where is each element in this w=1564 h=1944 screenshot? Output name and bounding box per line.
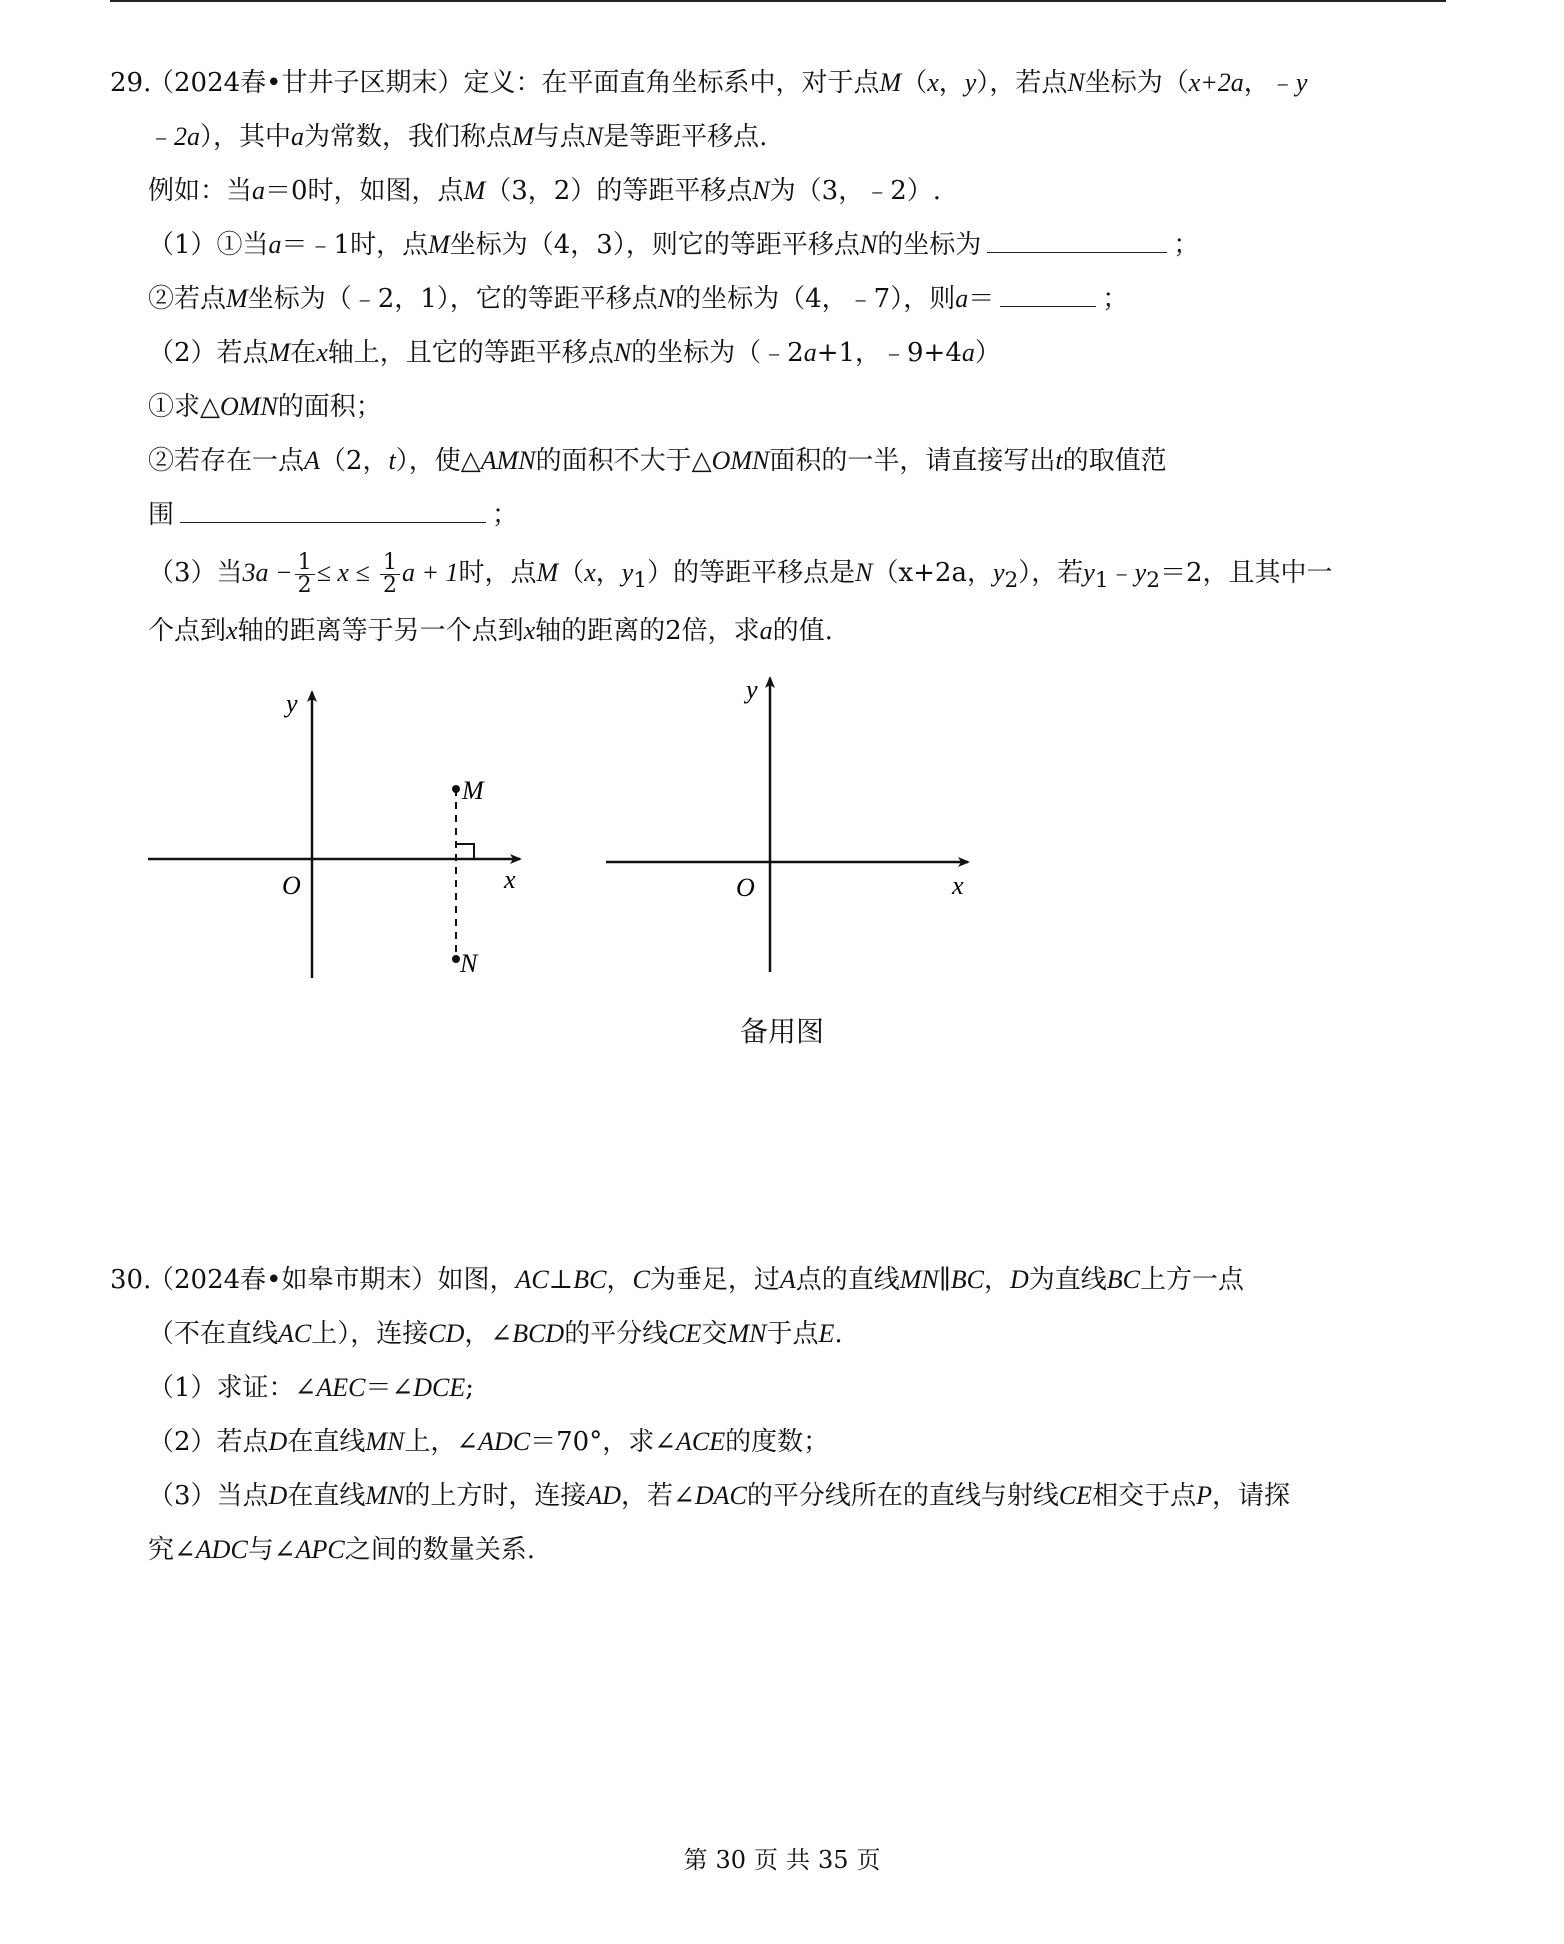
q30-part1: （1）求证：∠AEC＝∠DCE;: [148, 1373, 474, 1403]
n-label: N: [460, 949, 478, 978]
answer-blank[interactable]: [180, 494, 486, 523]
q29-part2-2-cont: 围 ；: [110, 488, 1440, 542]
q30-line-2: （不在直线AC上），连接CD，∠BCD的平分线CE交MN于点E.: [148, 1319, 843, 1349]
coordinate-figures: [0, 672, 1564, 1012]
q29-line-2: ﹣2a），其中a为常数，我们称点M与点N是等距平移点.: [148, 122, 768, 152]
answer-blank[interactable]: [1000, 278, 1096, 307]
q30-part3-cont: 究∠ADC与∠APC之间的数量关系.: [148, 1535, 535, 1565]
q29-part1-1: （1）①当a＝﹣1时，点M坐标为（4，3），则它的等距平移点N的坐标为 ；: [110, 218, 1440, 272]
question-number: 30.: [110, 1265, 152, 1295]
question-source: （2024春•如皋市期末）: [148, 1265, 438, 1295]
q30-line-1: 30.（2024春•如皋市期末）如图，AC⊥BC，C为垂足，过A点的直线MN∥BC，D为直线BC上方一点: [110, 1253, 1440, 1307]
question-source: （2024春•甘井子区期末）: [148, 68, 464, 98]
x-label: x: [952, 871, 964, 900]
figure-backup: [606, 675, 968, 972]
q29-part3-cont: 个点到x轴的距离等于另一个点到x轴的距离的2倍，求a的值.: [148, 616, 833, 646]
figure-caption: 备用图: [739, 1015, 824, 1048]
point-n: [452, 955, 460, 963]
q29-part3: （3）当3a − $\frac{1}{2}$ ≤ x ≤ $\frac{1}{2}$ a + 1时，点M（x，$y_1$）的等距平移点是N（x+2a，$y_2$），若$y_1﹣y_2=2$，且其中一: [148, 549, 1333, 598]
q29-line-1: 29.（2024春•甘井子区期末）定义：在平面直角坐标系中，对于点M（x，y），若点N坐标为（x+2a，﹣y: [110, 56, 1440, 110]
q29-part2-1: ①求△OMN的面积；: [148, 392, 382, 422]
y-label: y: [746, 675, 758, 704]
top-rule: [110, 0, 1446, 2]
q30-part2: （2）若点D在直线MN上，∠ADC＝70°，求∠ACE的度数；: [148, 1427, 830, 1457]
figure-example: [148, 689, 520, 978]
fraction-half: $\frac{1}{2}$: [295, 552, 315, 597]
m-label: M: [462, 776, 484, 805]
question-30: [110, 1253, 1440, 1577]
q29-example: 例如：当a＝0时，如图，点M（3，2）的等距平移点N为（3，﹣2）.: [148, 176, 942, 206]
right-angle-mark: [456, 844, 474, 859]
answer-blank[interactable]: [987, 224, 1167, 253]
question-number: 29.: [110, 68, 152, 98]
page-total: 35: [818, 1846, 849, 1874]
q29-part2: （2）若点M在x轴上，且它的等距平移点N的坐标为（﹣2a+1，﹣9+4a）: [148, 338, 1001, 368]
q30-part3: （3）当点D在直线MN的上方时，连接AD，若∠DAC的平分线所在的直线与射线CE相交于点P，请探: [148, 1481, 1290, 1511]
q29-part1-2: ②若点M坐标为（﹣2，1），它的等距平移点N的坐标为（4，﹣7），则a＝ ；: [110, 272, 1440, 326]
point-m: [452, 785, 460, 793]
page-footer: 第 30 页 共 35 页: [683, 1846, 881, 1874]
x-label: x: [504, 865, 516, 894]
q29-part2-2: ②若存在一点A（2，t），使△AMN的面积不大于△OMN面积的一半，请直接写出t的取值范: [148, 446, 1167, 476]
y-label: y: [286, 689, 298, 718]
fraction-half: $\frac{1}{2}$: [380, 552, 400, 597]
question-29: [110, 56, 1440, 658]
origin-label: O: [282, 871, 301, 900]
origin-label: O: [736, 873, 755, 902]
page-number: 30: [715, 1846, 746, 1874]
